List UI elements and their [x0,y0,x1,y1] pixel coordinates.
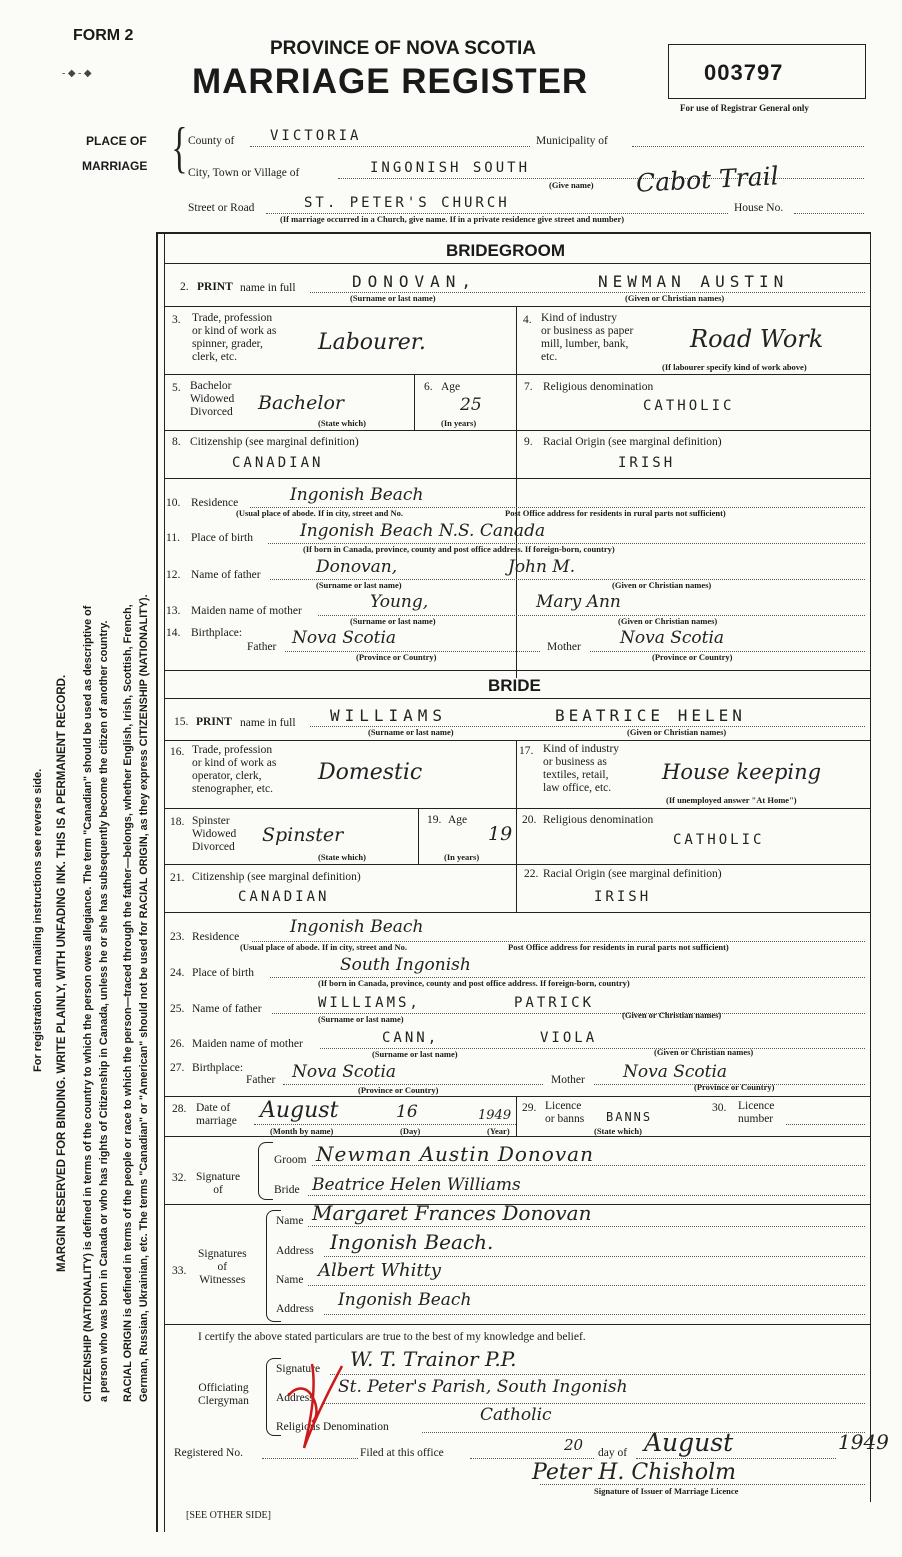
ink-mark: - ◆ - ◆ [62,68,92,79]
residence-caption-rural: Post Office address for residents in rural parts not sufficient) [508,942,729,952]
citizenship-label: Citizenship (see marginal definition) [192,871,361,883]
marriage-year: 1949 [478,1108,512,1123]
county-label: County of [188,135,235,147]
field-number: 5. [172,382,181,394]
bride-citizenship: CANADIAN [238,889,330,905]
licence-label: Licence or banns [545,1100,585,1125]
field-number: 25. [170,1003,185,1015]
place-brace: { [171,117,188,179]
field-number: 6. [424,381,433,393]
certification-statement: I certify the above stated particulars are true to the best of my knowledge and belief. [198,1331,586,1343]
groom-father-birthplace: Nova Scotia [292,628,397,648]
surname-caption: (Surname or last name) [350,616,436,626]
field-number: 12. [166,569,181,581]
field-number: 2. [180,281,189,293]
field-number: 28. [172,1103,187,1115]
field-number: 10. [166,497,181,509]
racial-label: Racial Origin (see marginal definition) [543,436,722,448]
industry-caption: (If labourer specify kind of work above) [662,362,807,372]
witness-signatures-label: Signatures of Witnesses [198,1248,247,1286]
clergy-address: St. Peter's Parish, South Ingonish [338,1377,628,1397]
witness2-address: Ingonish Beach [338,1290,472,1310]
registered-no-label: Registered No. [174,1447,243,1459]
father-birthplace-label: Father [247,641,277,653]
province-title: PROVINCE OF NOVA SCOTIA [270,38,537,59]
issuer-caption: Signature of Issuer of Marriage Licence [594,1486,739,1496]
field-number: 27. [170,1062,185,1074]
groom-age: 25 [460,395,482,415]
form-left-border-inner [164,232,165,1532]
registrar-note: For use of Registrar General only [680,103,809,113]
city-label: City, Town or Village of [188,167,300,179]
clergy-denomination: Catholic [480,1405,552,1425]
county-value: VICTORIA [270,128,362,144]
surname-caption: (Surname or last name) [368,727,454,737]
groom-father-given: John M. [508,557,576,577]
state-caption: (State which) [318,852,366,862]
industry-caption: (If unemployed answer "At Home") [666,795,797,805]
surname-caption: (Surname or last name) [372,1049,458,1059]
residence-label: Residence [192,931,240,943]
street-label: Street or Road [188,202,255,214]
bride-age: 19 [488,823,513,845]
street-note: (If marriage occurred in a Church, give name. If in a private residence give street and number) [280,214,625,224]
groom-trade-label: Trade, profession or kind of work as spinner, grader, clerk, etc. [192,312,277,363]
field-number: 14. [166,627,181,639]
bride-trade: Domestic [318,760,423,785]
field-number: 18. [170,816,185,828]
field-number: 30. [712,1102,727,1114]
see-other-side: [SEE OTHER SIDE] [186,1510,271,1521]
witness2-name: Albert Whitty [318,1260,441,1281]
marriage-label: MARRIAGE [82,159,148,173]
field-number: 15. [174,716,189,728]
field-number: 32. [172,1172,187,1184]
bride-trade-label: Trade, profession or kind of work as operator, clerk, stenographer, etc. [192,744,277,795]
day-caption: (Day) [400,1126,421,1136]
groom-mother-birthplace: Nova Scotia [620,628,725,648]
margin-binding-note: MARGIN RESERVED FOR BINDING. WRITE PLAINLY, WITH UNFADING INK. THIS IS A PERMANENT RECORD. [56,674,68,1272]
field-number: 7. [524,381,533,393]
bride-surname: WILLIAMS [330,706,448,725]
bride-signature-label: Bride [274,1184,300,1196]
form-top-border [156,232,871,234]
print-label: PRINT [196,716,232,728]
groom-mother-surname: Young, [370,592,429,612]
religion-label: Religious denomination [543,814,654,826]
red-checkmark [282,1356,348,1452]
mother-label: Maiden name of mother [191,605,302,617]
filed-month: August [644,1428,734,1457]
years-caption: (In years) [444,852,480,862]
register-number: 003797 [704,60,784,85]
witness1-address: Ingonish Beach. [330,1230,494,1254]
field-number: 17. [519,745,534,757]
field-number: 16. [170,746,185,758]
bride-mother-surname: CANN, [382,1030,440,1046]
surname-caption: (Surname or last name) [318,1014,404,1024]
bride-father-given: PATRICK [514,995,595,1011]
birth-caption: (If born in Canada, province, county and post office address. If foreign-born, country) [318,978,630,988]
witness1-address-label: Address [276,1245,314,1257]
given-caption: (Given or Christian names) [622,1010,722,1020]
given-caption: (Given or Christian names) [618,616,718,626]
field-number: 26. [170,1038,185,1050]
licence-caption: (State which) [594,1126,642,1136]
province-caption: (Province or Country) [694,1082,775,1092]
bride-father-surname: WILLIAMS, [318,995,421,1011]
page-title: MARRIAGE REGISTER [192,62,589,101]
residence-caption-rural: Post Office address for residents in rural parts not sufficient) [505,508,726,518]
house-label: House No. [734,202,784,214]
province-caption: (Province or Country) [356,652,437,662]
birth-caption: (If born in Canada, province, county and post office address. If foreign-born, country) [303,544,615,554]
mother-birthplace-label: Mother [551,1074,585,1086]
issuer-signature: Peter H. Chisholm [532,1460,737,1485]
residence-caption: (Usual place of abode. If in city, street and No. [240,942,408,952]
name-in-full-label: name in full [240,717,296,729]
groom-surname: DONOVAN, [352,272,478,291]
filed-label: Filed at this office [360,1447,444,1459]
religion-label: Religious denomination [543,381,654,393]
margin-racial-def-1: RACIAL ORIGIN is defined in terms of the people or race to which the person—traced through the father—belongs, whether English, Irish, Scottish, French, [122,604,134,1402]
birthplace-label: Birthplace: [192,1062,244,1074]
groom-place-of-birth: Ingonish Beach N.S. Canada [300,521,546,541]
groom-signature-label: Groom [274,1154,307,1166]
form-left-border [156,232,158,1532]
surname-caption: (Surname or last name) [316,580,402,590]
bride-racial-origin: IRISH [594,889,652,905]
bride-status: Spinster [262,824,344,846]
place-of-label: PLACE OF [86,134,147,148]
margin-citizenship-def-1: CITIZENSHIP (NATIONALITY) is defined in terms of the country to which the person owes allegiance. The term "Canadian" should be used as descriptive of [82,605,94,1402]
witness1-name-label: Name [276,1215,304,1227]
residence-label: Residence [191,497,239,509]
field-number: 19. [427,814,442,826]
bride-religion: CATHOLIC [673,832,765,848]
age-label: Age [441,381,461,393]
officiating-clergyman-label: Officiating Clergyman [198,1382,249,1407]
marriage-date-label: Date of marriage [196,1102,237,1127]
surname-caption: (Surname or last name) [350,293,436,303]
mother-label: Maiden name of mother [192,1038,303,1050]
print-label: PRINT [197,281,233,293]
field-number: 8. [172,436,181,448]
groom-given-names: NEWMAN AUSTIN [598,272,789,291]
field-number: 21. [170,872,185,884]
field-number: 20. [522,814,537,826]
given-caption: (Given or Christian names) [627,727,727,737]
birth-label: Place of birth [191,532,253,544]
give-name-caption: (Give name) [549,180,594,190]
marriage-month: August [260,1098,339,1123]
groom-signature: Newman Austin Donovan [316,1142,594,1166]
form-right-border [870,232,871,1502]
birthplace-label: Birthplace: [191,627,243,639]
father-label: Name of father [191,569,261,581]
racial-label: Racial Origin (see marginal definition) [543,868,722,880]
age-label: Age [448,814,468,826]
bridegroom-heading: BRIDEGROOM [446,241,565,260]
mother-birthplace-label: Mother [547,641,581,653]
groom-status: Bachelor [258,392,345,414]
given-caption: (Given or Christian names) [625,293,725,303]
bride-status-label: Spinster Widowed Divorced [192,815,237,853]
bride-residence: Ingonish Beach [290,917,424,937]
bride-heading: BRIDE [488,676,541,695]
province-caption: (Province or Country) [652,652,733,662]
groom-father-surname: Donovan, [316,557,398,577]
province-caption: (Province or Country) [358,1085,439,1095]
margin-racial-def-2: German, Russian, Ukrainian, etc. The terms "Canadian" or "American" should not be used for RACIAL ORIGIN, as they express CITIZENSHIP (NATIONALITY). [138,594,150,1402]
bride-place-of-birth: South Ingonish [340,955,471,975]
licence-or-banns: BANNS [606,1110,653,1124]
groom-trade: Labourer. [318,330,426,355]
name-in-full-label: name in full [240,282,296,294]
field-number: 29. [522,1102,537,1114]
groom-status-label: Bachelor Widowed Divorced [190,380,235,418]
city-value: INGONISH SOUTH [370,160,531,176]
witness2-name-label: Name [276,1274,304,1286]
father-birthplace-label: Father [246,1074,276,1086]
street-value: ST. PETER'S CHURCH [304,195,510,211]
field-number: 3. [172,314,181,326]
state-caption: (State which) [318,418,366,428]
filed-year: 1949 [838,1430,889,1454]
groom-religion: CATHOLIC [643,398,735,414]
residence-caption: (Usual place of abode. If in city, street and No. [236,508,404,518]
month-caption: (Month by name) [270,1126,334,1136]
margin-citizenship-def-2: a person who was born in Canada or who has rights of Citizenship in Canada, unless he or she has subsequently become the citizen of another country. [98,620,110,1402]
clergy-signature-label: Signature [276,1363,321,1375]
birth-label: Place of birth [192,967,254,979]
street-extra-value: Cabot Trail [635,161,780,198]
marriage-day: 16 [396,1102,418,1122]
municipality-label: Municipality of [536,135,608,147]
field-number: 24. [170,967,185,979]
field-number: 9. [524,436,533,448]
witness2-address-label: Address [276,1303,314,1315]
margin-instructions: For registration and mailing instructions see reverse side. [32,768,44,1072]
groom-citizenship: CANADIAN [232,455,324,471]
groom-mother-given: Mary Ann [536,592,621,612]
groom-industry: Road Work [690,325,824,353]
year-caption: (Year) [487,1126,510,1136]
citizenship-label: Citizenship (see marginal definition) [190,436,359,448]
given-caption: (Given or Christian names) [654,1047,754,1057]
filed-day: 20 [564,1436,584,1454]
bride-industry-label: Kind of industry or business as textiles, retail, law office, etc. [543,743,620,794]
clergy-address-label: Address [276,1392,314,1404]
religious-denomination-label: Religious Denomination [276,1421,389,1433]
field-number: 22. [524,868,539,880]
given-caption: (Given or Christian names) [612,580,712,590]
field-number: 13. [166,605,181,617]
bride-given-names: BEATRICE HELEN [555,706,746,725]
bride-mother-given: VIOLA [540,1030,598,1046]
witness1-name: Margaret Frances Donovan [312,1201,592,1225]
bride-mother-birthplace: Nova Scotia [623,1062,728,1082]
signature-of-label: Signature of [196,1171,241,1196]
groom-racial-origin: IRISH [618,455,676,471]
field-number: 33. [172,1265,187,1277]
years-caption: (In years) [441,418,477,428]
licence-number-label: Licence number [738,1100,775,1125]
father-label: Name of father [192,1003,262,1015]
clergy-signature: W. T. Trainor P.P. [350,1347,517,1371]
day-of-label: day of [598,1447,628,1459]
groom-industry-label: Kind of industry or business as paper mill, lumber, bank, etc. [541,312,634,363]
bride-industry: House keeping [662,760,822,784]
bride-father-birthplace: Nova Scotia [292,1062,397,1082]
form-number: FORM 2 [73,27,134,44]
field-number: 4. [523,314,532,326]
field-number: 11. [166,532,180,544]
bride-signature: Beatrice Helen Williams [312,1175,521,1195]
field-number: 23. [170,931,185,943]
groom-residence: Ingonish Beach [290,485,424,505]
